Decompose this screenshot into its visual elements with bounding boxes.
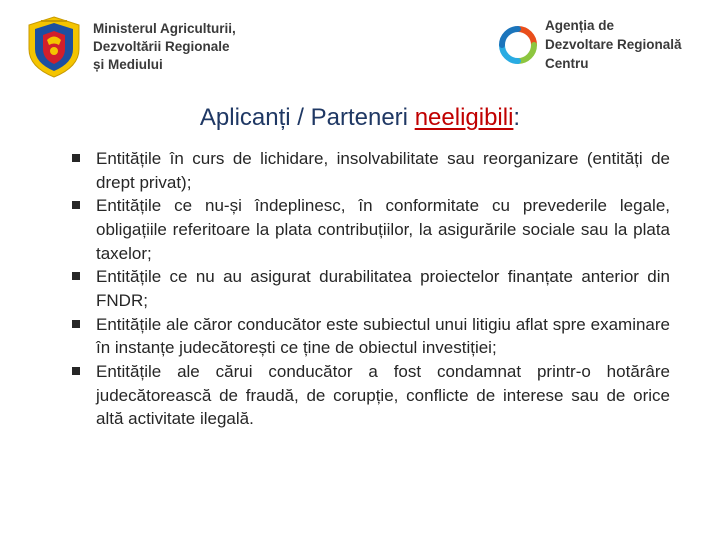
square-bullet-icon [72, 154, 80, 162]
title-suffix: : [513, 104, 521, 131]
square-bullet-icon [72, 201, 80, 209]
title-prefix: Aplicanți / Parteneri [199, 104, 415, 131]
list-item [72, 360, 670, 431]
title-highlight: neeligibili [414, 104, 514, 131]
list-item-text: Entitățile în curs de lichidare, insolvabilitate sau reorganizare (entități de drept privat); [96, 149, 670, 192]
square-bullet-icon [72, 367, 80, 375]
square-bullet-icon [72, 272, 80, 280]
agency-line-2: Dezvoltare Regională [545, 37, 682, 52]
ministry-line-1: Ministerul Agriculturii, [93, 21, 236, 36]
agency-block [498, 16, 682, 73]
square-bullet-icon [72, 320, 80, 328]
ministry-line-2: Dezvoltării Regionale [93, 39, 230, 54]
list-item-text: Entitățile ce nu-și îndeplinesc, în conformitate cu prevederile legale, obligațiile referitoare la plata contribuțiilor, la asigurările sociale sau la plata taxelor; [96, 196, 670, 263]
list-item-text: Entitățile ale cărui conducător a fost condamnat printr-o hotărâre judecătorească de fraudă, de corupție, conflicte de interese sau de orice altă activitate ilegală. [96, 362, 670, 429]
ministry-block [25, 15, 236, 79]
adr-centru-logo-icon [498, 25, 538, 65]
ineligible-list [72, 147, 670, 431]
agency-name [545, 16, 682, 73]
list-item [72, 265, 670, 312]
list-item [72, 313, 670, 360]
agency-line-1: Agenția de [545, 18, 615, 33]
moldova-coat-of-arms-icon [25, 15, 83, 79]
slide-title [0, 104, 720, 132]
agency-line-3: Centru [545, 56, 589, 71]
list-item [72, 147, 670, 194]
ministry-name [93, 20, 236, 74]
header [0, 0, 720, 95]
ministry-line-3: și Mediului [93, 57, 163, 72]
list-item-text: Entitățile ce nu au asigurat durabilitatea proiectelor finanțate anterior din FNDR; [96, 267, 670, 310]
list-item [72, 194, 670, 265]
list-item-text: Entitățile ale căror conducător este subiectul unui litigiu aflat spre examinare în instanțe judecătorești ce ține de obiectul investiției; [96, 314, 670, 358]
